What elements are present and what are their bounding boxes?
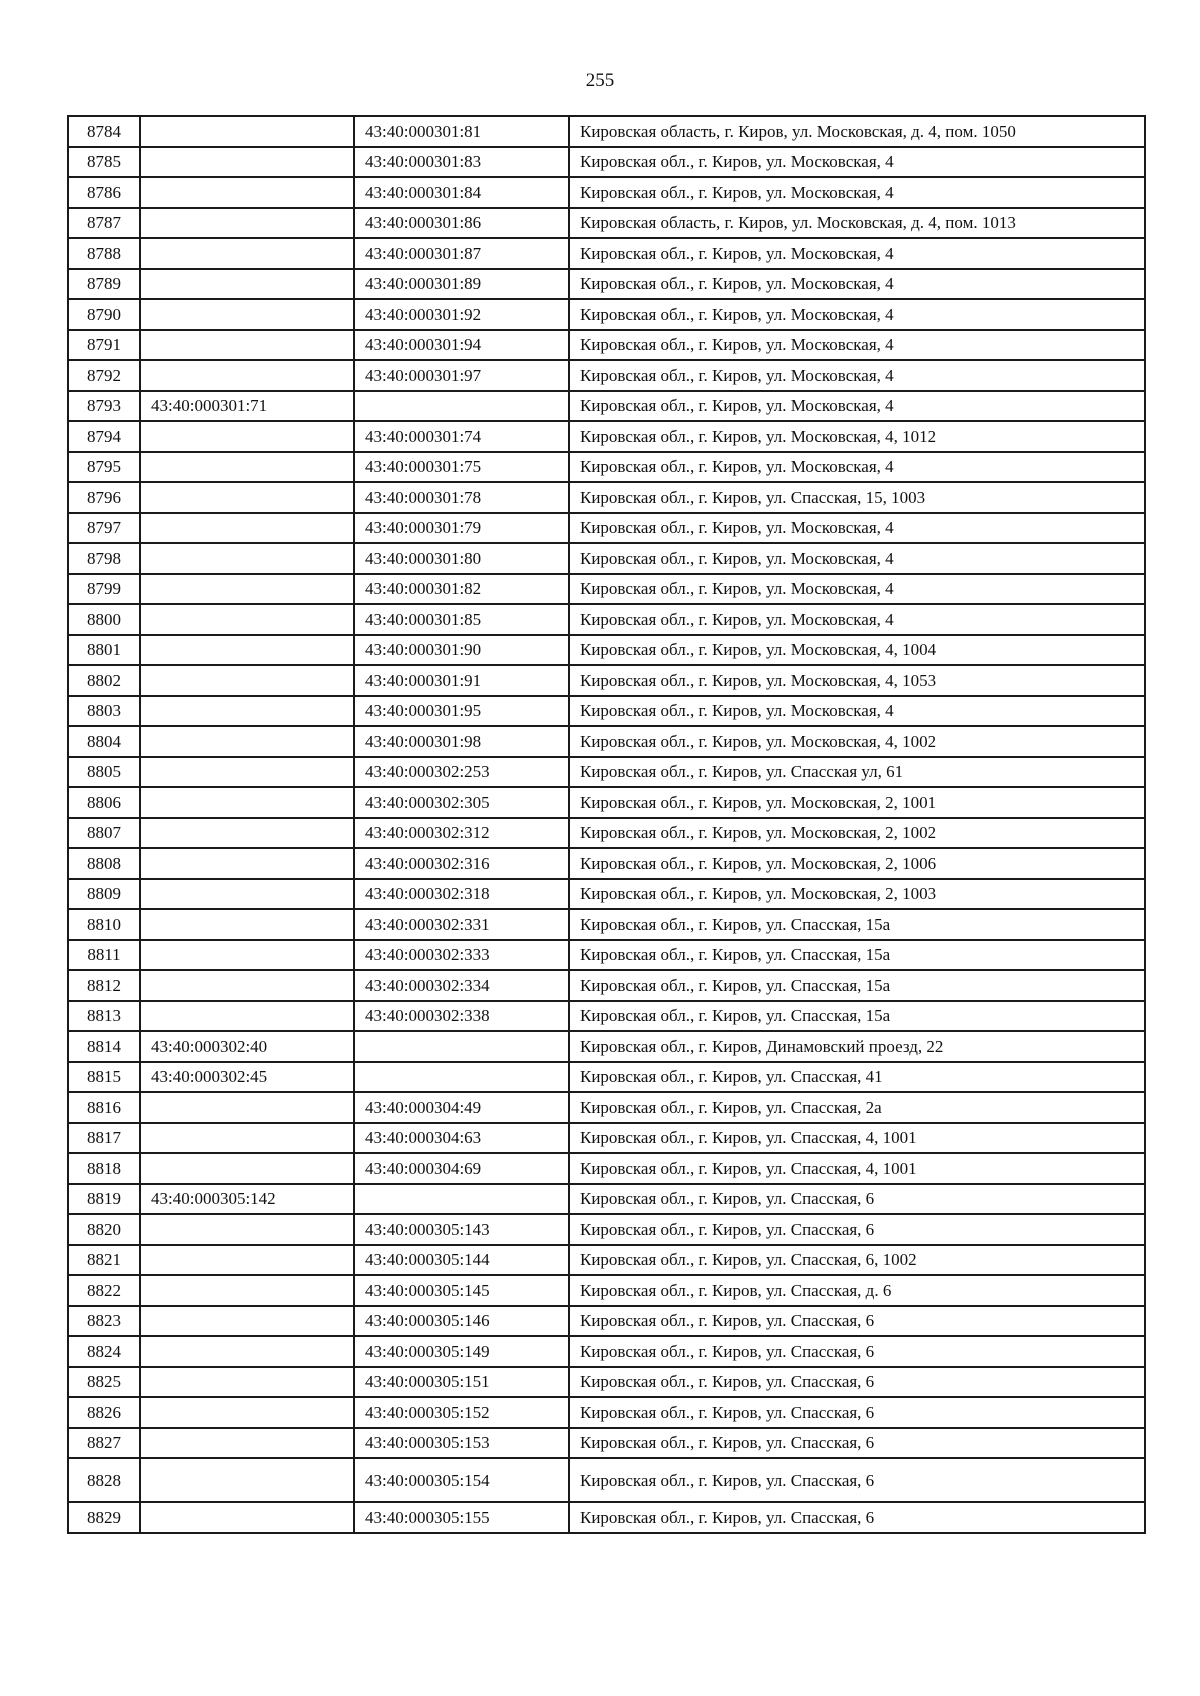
address-cell: Кировская обл., г. Киров, ул. Московская, 2, 1006 (569, 848, 1145, 879)
row-number-cell: 8790 (68, 299, 140, 330)
object-cadastral-number-cell: 43:40:000302:334 (354, 970, 569, 1001)
object-cadastral-number-cell: 43:40:000305:145 (354, 1275, 569, 1306)
parcel-cadastral-number-cell (140, 330, 354, 361)
address-cell: Кировская обл., г. Киров, ул. Спасская, 15а (569, 970, 1145, 1001)
parcel-cadastral-number-cell (140, 635, 354, 666)
address-cell: Кировская обл., г. Киров, ул. Московская, 4, 1002 (569, 726, 1145, 757)
object-cadastral-number-cell: 43:40:000301:79 (354, 513, 569, 544)
row-number-cell: 8794 (68, 421, 140, 452)
parcel-cadastral-number-cell (140, 1336, 354, 1367)
address-cell: Кировская обл., г. Киров, ул. Спасская, 6 (569, 1458, 1145, 1502)
table-row (68, 116, 1145, 147)
table-row (68, 604, 1145, 635)
address-cell: Кировская обл., г. Киров, ул. Московская, 2, 1003 (569, 879, 1145, 910)
parcel-cadastral-number-cell (140, 1153, 354, 1184)
row-number-cell: 8802 (68, 665, 140, 696)
parcel-cadastral-number-cell (140, 177, 354, 208)
row-number-cell: 8791 (68, 330, 140, 361)
table-row (68, 940, 1145, 971)
row-number-cell: 8826 (68, 1397, 140, 1428)
registry-table (67, 115, 1146, 1534)
object-cadastral-number-cell: 43:40:000302:338 (354, 1001, 569, 1032)
table-row (68, 665, 1145, 696)
table-row (68, 543, 1145, 574)
parcel-cadastral-number-cell (140, 574, 354, 605)
object-cadastral-number-cell: 43:40:000301:80 (354, 543, 569, 574)
parcel-cadastral-number-cell (140, 1214, 354, 1245)
address-cell: Кировская обл., г. Киров, ул. Московская, 4 (569, 604, 1145, 635)
table-row (68, 635, 1145, 666)
address-cell: Кировская обл., г. Киров, ул. Московская, 4 (569, 391, 1145, 422)
parcel-cadastral-number-cell (140, 879, 354, 910)
object-cadastral-number-cell: 43:40:000301:82 (354, 574, 569, 605)
parcel-cadastral-number-cell: 43:40:000302:40 (140, 1031, 354, 1062)
parcel-cadastral-number-cell (140, 1367, 354, 1398)
row-number-cell: 8786 (68, 177, 140, 208)
object-cadastral-number-cell: 43:40:000305:155 (354, 1502, 569, 1533)
table-row (68, 1001, 1145, 1032)
address-cell: Кировская обл., г. Киров, ул. Московская, 4, 1012 (569, 421, 1145, 452)
row-number-cell: 8808 (68, 848, 140, 879)
table-row (68, 1031, 1145, 1062)
parcel-cadastral-number-cell (140, 757, 354, 788)
row-number-cell: 8815 (68, 1062, 140, 1093)
row-number-cell: 8814 (68, 1031, 140, 1062)
object-cadastral-number-cell: 43:40:000301:75 (354, 452, 569, 483)
object-cadastral-number-cell: 43:40:000305:143 (354, 1214, 569, 1245)
object-cadastral-number-cell: 43:40:000304:63 (354, 1123, 569, 1154)
address-cell: Кировская обл., г. Киров, ул. Московская, 4 (569, 147, 1145, 178)
address-cell: Кировская обл., г. Киров, Динамовский проезд, 22 (569, 1031, 1145, 1062)
row-number-cell: 8823 (68, 1306, 140, 1337)
address-cell: Кировская обл., г. Киров, ул. Спасская, 6 (569, 1306, 1145, 1337)
row-number-cell: 8825 (68, 1367, 140, 1398)
parcel-cadastral-number-cell (140, 1245, 354, 1276)
parcel-cadastral-number-cell: 43:40:000302:45 (140, 1062, 354, 1093)
table-row (68, 757, 1145, 788)
table-row (68, 818, 1145, 849)
parcel-cadastral-number-cell (140, 421, 354, 452)
object-cadastral-number-cell: 43:40:000302:253 (354, 757, 569, 788)
parcel-cadastral-number-cell (140, 1502, 354, 1533)
object-cadastral-number-cell (354, 391, 569, 422)
table-row (68, 1275, 1145, 1306)
object-cadastral-number-cell: 43:40:000302:312 (354, 818, 569, 849)
address-cell: Кировская обл., г. Киров, ул. Московская, 4 (569, 452, 1145, 483)
address-cell: Кировская обл., г. Киров, ул. Московская, 4 (569, 269, 1145, 300)
row-number-cell: 8800 (68, 604, 140, 635)
table-row (68, 726, 1145, 757)
object-cadastral-number-cell: 43:40:000305:154 (354, 1458, 569, 1502)
table-row (68, 1397, 1145, 1428)
object-cadastral-number-cell: 43:40:000301:98 (354, 726, 569, 757)
table-row (68, 238, 1145, 269)
address-cell: Кировская обл., г. Киров, ул. Московская, 4, 1004 (569, 635, 1145, 666)
page-number: 255 (585, 70, 615, 91)
address-cell: Кировская обл., г. Киров, ул. Московская, 4 (569, 330, 1145, 361)
table-row (68, 269, 1145, 300)
address-cell: Кировская обл., г. Киров, ул. Спасская, 4, 1001 (569, 1123, 1145, 1154)
table-row (68, 909, 1145, 940)
object-cadastral-number-cell: 43:40:000305:151 (354, 1367, 569, 1398)
table-row (68, 147, 1145, 178)
address-cell: Кировская обл., г. Киров, ул. Спасская, 6 (569, 1367, 1145, 1398)
parcel-cadastral-number-cell (140, 818, 354, 849)
table-row (68, 1123, 1145, 1154)
object-cadastral-number-cell: 43:40:000305:149 (354, 1336, 569, 1367)
object-cadastral-number-cell: 43:40:000301:89 (354, 269, 569, 300)
address-cell: Кировская обл., г. Киров, ул. Московская, 4 (569, 360, 1145, 391)
parcel-cadastral-number-cell (140, 726, 354, 757)
object-cadastral-number-cell: 43:40:000302:333 (354, 940, 569, 971)
object-cadastral-number-cell: 43:40:000301:94 (354, 330, 569, 361)
table-row (68, 299, 1145, 330)
table-row (68, 421, 1145, 452)
row-number-cell: 8796 (68, 482, 140, 513)
table-row (68, 1336, 1145, 1367)
object-cadastral-number-cell: 43:40:000305:152 (354, 1397, 569, 1428)
table-row (68, 1306, 1145, 1337)
table-row (68, 360, 1145, 391)
address-cell: Кировская обл., г. Киров, ул. Московская, 4 (569, 543, 1145, 574)
object-cadastral-number-cell: 43:40:000304:49 (354, 1092, 569, 1123)
address-cell: Кировская обл., г. Киров, ул. Спасская, 6 (569, 1336, 1145, 1367)
row-number-cell: 8818 (68, 1153, 140, 1184)
parcel-cadastral-number-cell (140, 1275, 354, 1306)
object-cadastral-number-cell: 43:40:000301:87 (354, 238, 569, 269)
row-number-cell: 8795 (68, 452, 140, 483)
parcel-cadastral-number-cell (140, 513, 354, 544)
registry-table-body (68, 116, 1145, 1533)
parcel-cadastral-number-cell: 43:40:000301:71 (140, 391, 354, 422)
table-row (68, 208, 1145, 239)
row-number-cell: 8803 (68, 696, 140, 727)
object-cadastral-number-cell: 43:40:000305:153 (354, 1428, 569, 1459)
row-number-cell: 8822 (68, 1275, 140, 1306)
object-cadastral-number-cell: 43:40:000301:86 (354, 208, 569, 239)
address-cell: Кировская обл., г. Киров, ул. Спасская, 6 (569, 1502, 1145, 1533)
table-row (68, 696, 1145, 727)
parcel-cadastral-number-cell (140, 208, 354, 239)
parcel-cadastral-number-cell (140, 1123, 354, 1154)
object-cadastral-number-cell: 43:40:000301:78 (354, 482, 569, 513)
object-cadastral-number-cell: 43:40:000301:92 (354, 299, 569, 330)
row-number-cell: 8819 (68, 1184, 140, 1215)
address-cell: Кировская обл., г. Киров, ул. Московская, 4 (569, 299, 1145, 330)
parcel-cadastral-number-cell (140, 604, 354, 635)
table-row (68, 1214, 1145, 1245)
object-cadastral-number-cell: 43:40:000305:144 (354, 1245, 569, 1276)
parcel-cadastral-number-cell (140, 238, 354, 269)
object-cadastral-number-cell: 43:40:000301:84 (354, 177, 569, 208)
address-cell: Кировская область, г. Киров, ул. Московская, д. 4, пом. 1050 (569, 116, 1145, 147)
table-row (68, 787, 1145, 818)
table-row (68, 1245, 1145, 1276)
parcel-cadastral-number-cell (140, 1428, 354, 1459)
address-cell: Кировская обл., г. Киров, ул. Спасская, 41 (569, 1062, 1145, 1093)
address-cell: Кировская обл., г. Киров, ул. Спасская, 15а (569, 909, 1145, 940)
row-number-cell: 8816 (68, 1092, 140, 1123)
table-row (68, 879, 1145, 910)
object-cadastral-number-cell: 43:40:000302:331 (354, 909, 569, 940)
parcel-cadastral-number-cell (140, 1458, 354, 1502)
row-number-cell: 8799 (68, 574, 140, 605)
table-row (68, 482, 1145, 513)
parcel-cadastral-number-cell (140, 848, 354, 879)
row-number-cell: 8827 (68, 1428, 140, 1459)
row-number-cell: 8789 (68, 269, 140, 300)
address-cell: Кировская обл., г. Киров, ул. Спасская, 6 (569, 1184, 1145, 1215)
object-cadastral-number-cell (354, 1031, 569, 1062)
address-cell: Кировская обл., г. Киров, ул. Московская, 2, 1002 (569, 818, 1145, 849)
parcel-cadastral-number-cell (140, 1397, 354, 1428)
address-cell: Кировская обл., г. Киров, ул. Московская, 4 (569, 238, 1145, 269)
parcel-cadastral-number-cell (140, 909, 354, 940)
object-cadastral-number-cell: 43:40:000301:85 (354, 604, 569, 635)
row-number-cell: 8828 (68, 1458, 140, 1502)
parcel-cadastral-number-cell: 43:40:000305:142 (140, 1184, 354, 1215)
parcel-cadastral-number-cell (140, 269, 354, 300)
row-number-cell: 8824 (68, 1336, 140, 1367)
address-cell: Кировская обл., г. Киров, ул. Спасская, 15а (569, 1001, 1145, 1032)
object-cadastral-number-cell: 43:40:000302:316 (354, 848, 569, 879)
object-cadastral-number-cell: 43:40:000301:90 (354, 635, 569, 666)
row-number-cell: 8820 (68, 1214, 140, 1245)
address-cell: Кировская обл., г. Киров, ул. Спасская, 6 (569, 1214, 1145, 1245)
table-row (68, 1092, 1145, 1123)
object-cadastral-number-cell: 43:40:000302:318 (354, 879, 569, 910)
parcel-cadastral-number-cell (140, 940, 354, 971)
object-cadastral-number-cell (354, 1062, 569, 1093)
address-cell: Кировская обл., г. Киров, ул. Спасская, 15а (569, 940, 1145, 971)
table-row (68, 330, 1145, 361)
object-cadastral-number-cell: 43:40:000301:81 (354, 116, 569, 147)
parcel-cadastral-number-cell (140, 787, 354, 818)
address-cell: Кировская обл., г. Киров, ул. Московская, 4, 1053 (569, 665, 1145, 696)
row-number-cell: 8788 (68, 238, 140, 269)
parcel-cadastral-number-cell (140, 116, 354, 147)
object-cadastral-number-cell: 43:40:000301:74 (354, 421, 569, 452)
parcel-cadastral-number-cell (140, 482, 354, 513)
address-cell: Кировская область, г. Киров, ул. Московская, д. 4, пом. 1013 (569, 208, 1145, 239)
row-number-cell: 8798 (68, 543, 140, 574)
parcel-cadastral-number-cell (140, 147, 354, 178)
parcel-cadastral-number-cell (140, 299, 354, 330)
row-number-cell: 8817 (68, 1123, 140, 1154)
object-cadastral-number-cell: 43:40:000301:83 (354, 147, 569, 178)
object-cadastral-number-cell: 43:40:000301:97 (354, 360, 569, 391)
address-cell: Кировская обл., г. Киров, ул. Спасская, д. 6 (569, 1275, 1145, 1306)
row-number-cell: 8797 (68, 513, 140, 544)
parcel-cadastral-number-cell (140, 696, 354, 727)
object-cadastral-number-cell: 43:40:000302:305 (354, 787, 569, 818)
row-number-cell: 8810 (68, 909, 140, 940)
address-cell: Кировская обл., г. Киров, ул. Московская, 2, 1001 (569, 787, 1145, 818)
row-number-cell: 8792 (68, 360, 140, 391)
table-row (68, 848, 1145, 879)
row-number-cell: 8785 (68, 147, 140, 178)
row-number-cell: 8829 (68, 1502, 140, 1533)
table-row (68, 1153, 1145, 1184)
row-number-cell: 8801 (68, 635, 140, 666)
row-number-cell: 8809 (68, 879, 140, 910)
row-number-cell: 8805 (68, 757, 140, 788)
object-cadastral-number-cell (354, 1184, 569, 1215)
address-cell: Кировская обл., г. Киров, ул. Московская, 4 (569, 574, 1145, 605)
row-number-cell: 8793 (68, 391, 140, 422)
row-number-cell: 8811 (68, 940, 140, 971)
address-cell: Кировская обл., г. Киров, ул. Спасская ул, 61 (569, 757, 1145, 788)
address-cell: Кировская обл., г. Киров, ул. Московская, 4 (569, 696, 1145, 727)
parcel-cadastral-number-cell (140, 1306, 354, 1337)
row-number-cell: 8784 (68, 116, 140, 147)
address-cell: Кировская обл., г. Киров, ул. Спасская, 6, 1002 (569, 1245, 1145, 1276)
object-cadastral-number-cell: 43:40:000305:146 (354, 1306, 569, 1337)
parcel-cadastral-number-cell (140, 665, 354, 696)
row-number-cell: 8806 (68, 787, 140, 818)
row-number-cell: 8821 (68, 1245, 140, 1276)
table-row (68, 1502, 1145, 1533)
object-cadastral-number-cell: 43:40:000301:95 (354, 696, 569, 727)
address-cell: Кировская обл., г. Киров, ул. Спасская, 15, 1003 (569, 482, 1145, 513)
row-number-cell: 8787 (68, 208, 140, 239)
table-row (68, 513, 1145, 544)
table-row (68, 574, 1145, 605)
parcel-cadastral-number-cell (140, 1001, 354, 1032)
table-row (68, 452, 1145, 483)
parcel-cadastral-number-cell (140, 452, 354, 483)
parcel-cadastral-number-cell (140, 543, 354, 574)
address-cell: Кировская обл., г. Киров, ул. Спасская, 6 (569, 1397, 1145, 1428)
address-cell: Кировская обл., г. Киров, ул. Спасская, 2а (569, 1092, 1145, 1123)
parcel-cadastral-number-cell (140, 970, 354, 1001)
parcel-cadastral-number-cell (140, 360, 354, 391)
table-row (68, 177, 1145, 208)
table-row (68, 1184, 1145, 1215)
table-row (68, 1458, 1145, 1502)
address-cell: Кировская обл., г. Киров, ул. Спасская, 6 (569, 1428, 1145, 1459)
table-row (68, 1367, 1145, 1398)
row-number-cell: 8804 (68, 726, 140, 757)
row-number-cell: 8813 (68, 1001, 140, 1032)
object-cadastral-number-cell: 43:40:000304:69 (354, 1153, 569, 1184)
parcel-cadastral-number-cell (140, 1092, 354, 1123)
table-row (68, 970, 1145, 1001)
address-cell: Кировская обл., г. Киров, ул. Московская, 4 (569, 513, 1145, 544)
address-cell: Кировская обл., г. Киров, ул. Спасская, 4, 1001 (569, 1153, 1145, 1184)
row-number-cell: 8812 (68, 970, 140, 1001)
table-row (68, 1428, 1145, 1459)
table-row (68, 1062, 1145, 1093)
table-row (68, 391, 1145, 422)
row-number-cell: 8807 (68, 818, 140, 849)
address-cell: Кировская обл., г. Киров, ул. Московская, 4 (569, 177, 1145, 208)
object-cadastral-number-cell: 43:40:000301:91 (354, 665, 569, 696)
